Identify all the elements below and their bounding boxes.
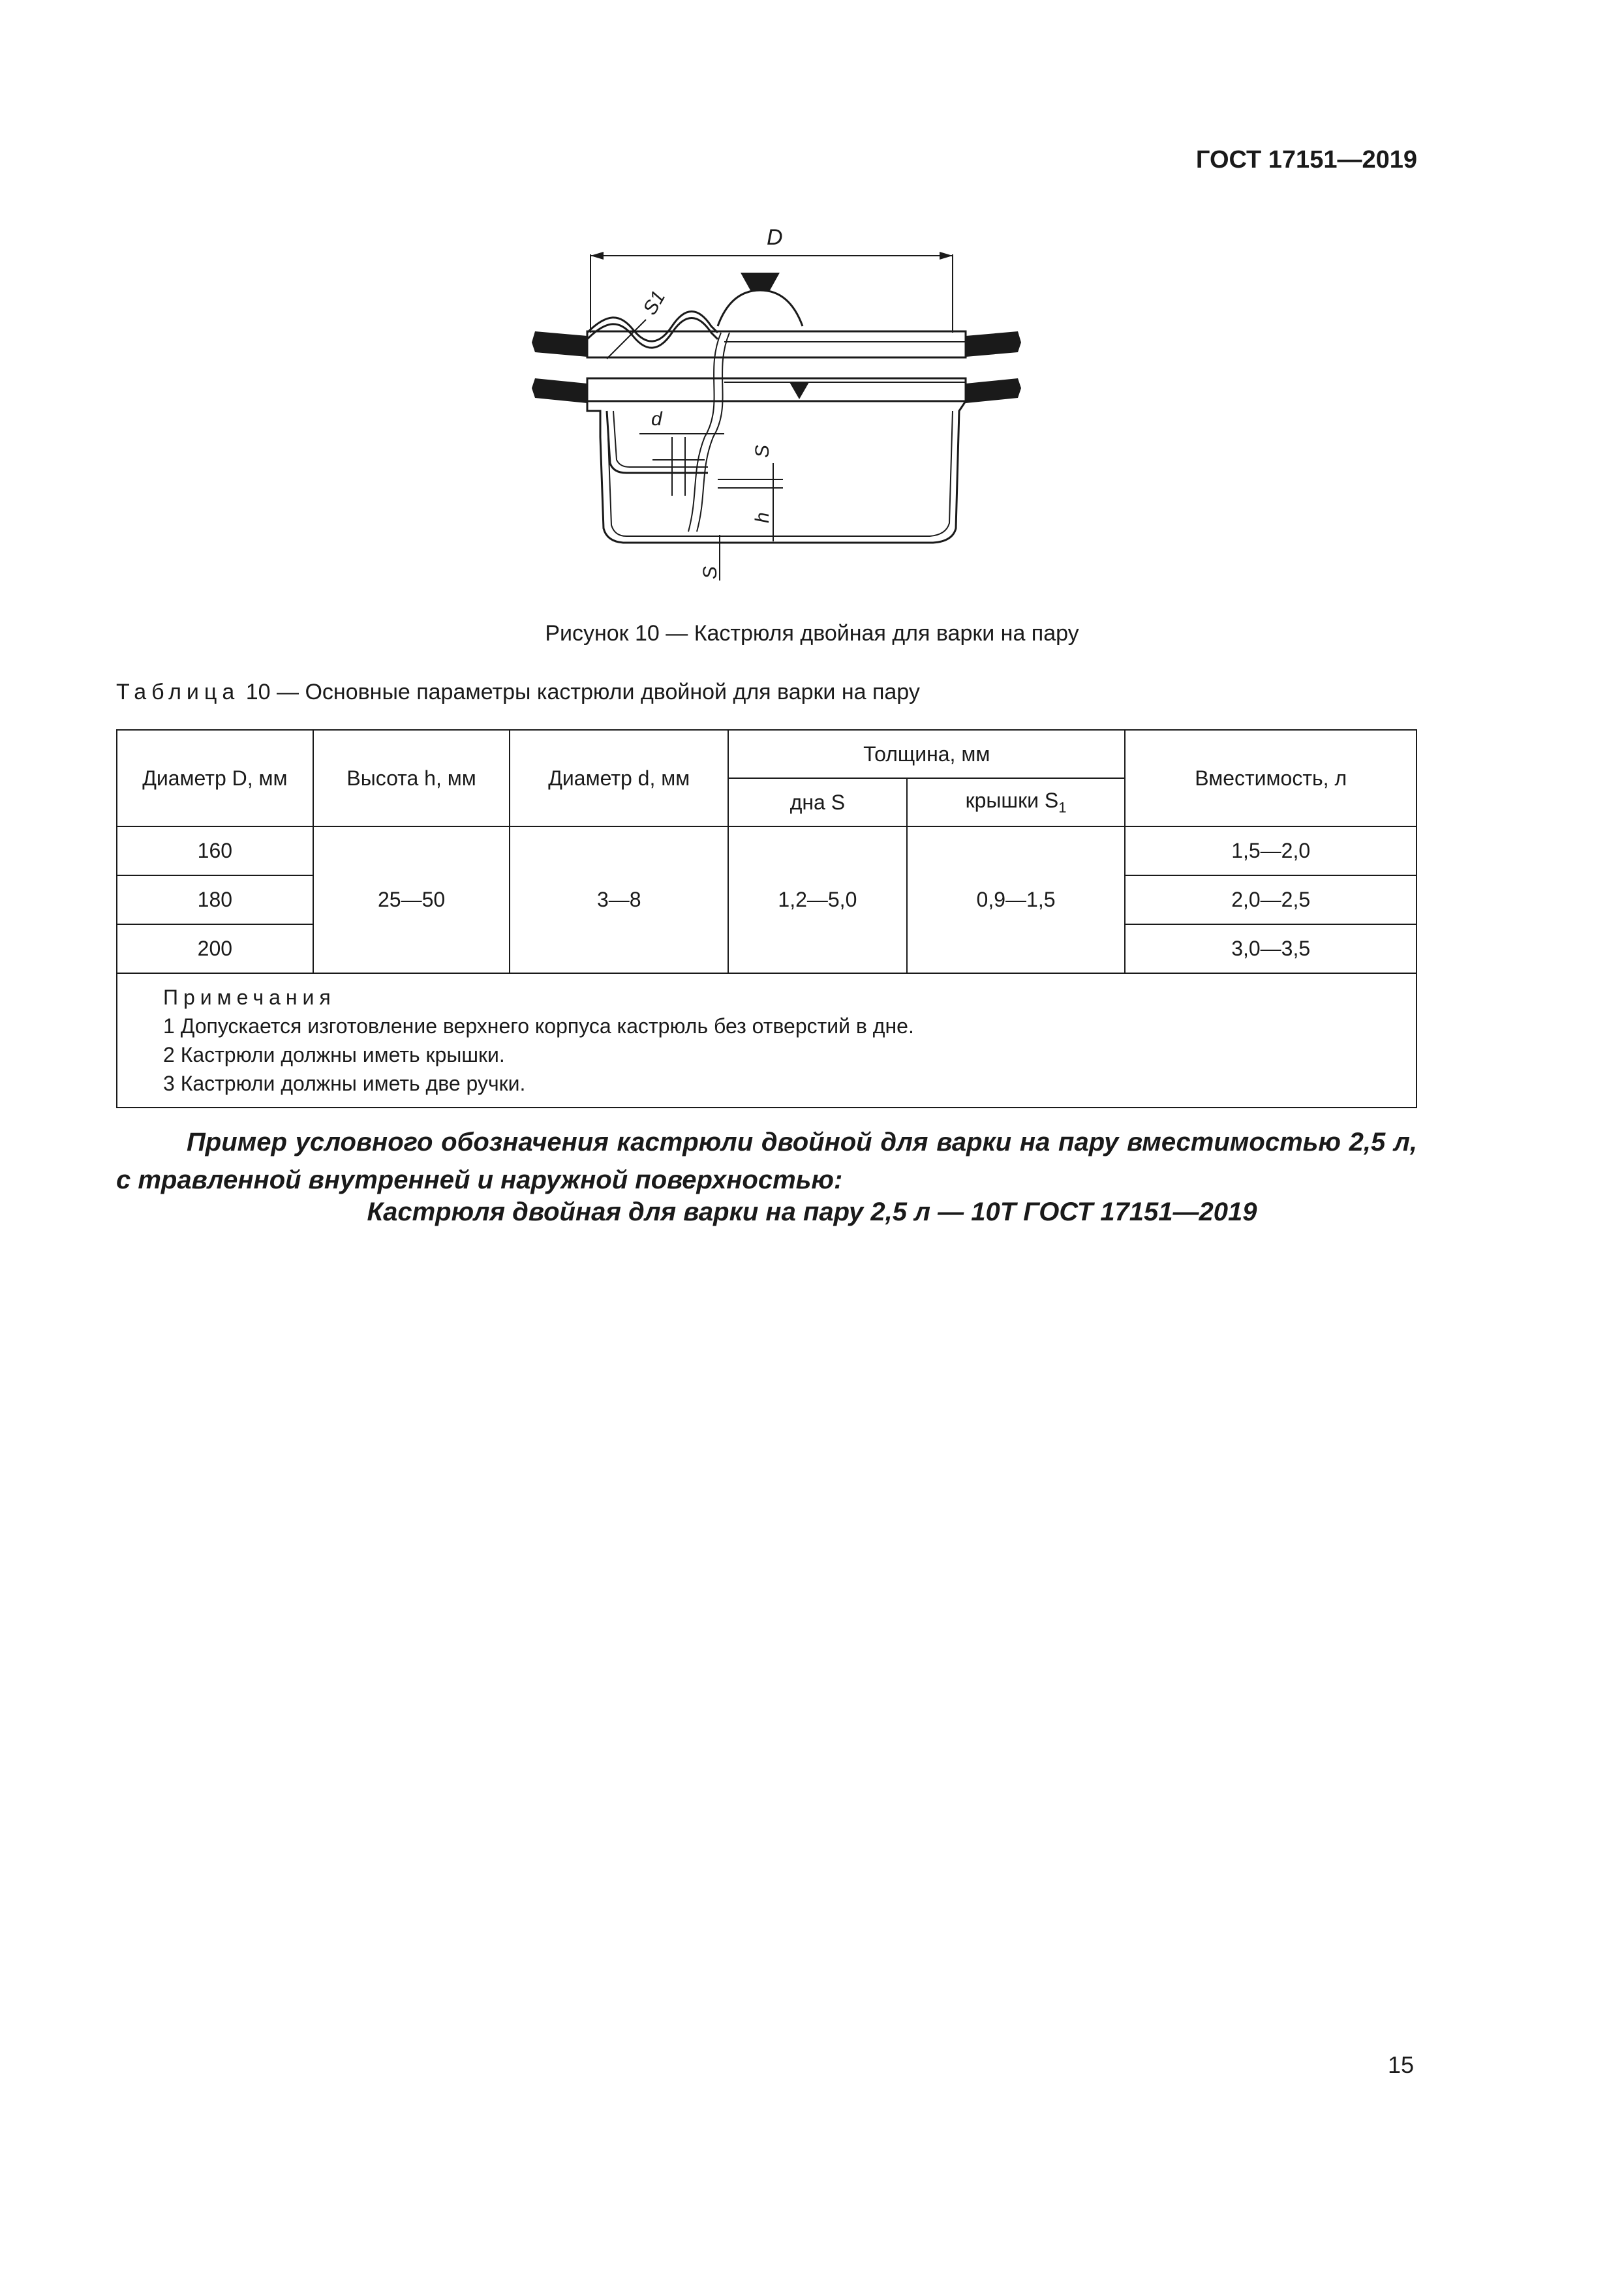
header-lid-S1 — [907, 778, 1126, 826]
header-bottom-S: дна S — [728, 778, 907, 826]
v-marker — [789, 382, 809, 399]
table-row — [117, 826, 1417, 875]
label-d: d — [651, 408, 662, 430]
header-capacity: Вместимость, л — [1125, 730, 1417, 826]
page-number: 15 — [1387, 2051, 1414, 2078]
cell-D: 200 — [117, 924, 313, 973]
designation-example-text: Пример условного обозначения кастрюли двойной для варки на пару вместимостью 2,5 л, с травленной внутренней и наружной поверхностью: — [116, 1128, 1417, 1194]
cell-h: 25—50 — [313, 826, 510, 973]
notes-title: Примечания — [163, 986, 336, 1009]
header-lid-S1-text: крышки S — [965, 788, 1059, 812]
cell-S: 1,2—5,0 — [728, 826, 907, 973]
cell-D: 180 — [117, 875, 313, 924]
leader-S1 — [607, 320, 646, 359]
cell-capacity: 2,0—2,5 — [1125, 875, 1417, 924]
left-lower-handle — [532, 378, 587, 403]
arrow-icon — [590, 252, 604, 260]
cell-capacity: 3,0—3,5 — [1125, 924, 1417, 973]
left-side-step — [587, 378, 600, 437]
label-S-top: S — [752, 444, 773, 458]
right-lower-handle — [966, 378, 1021, 403]
lid-wavy-edge-inner — [587, 318, 718, 348]
double-steamer-pot-drawing — [509, 222, 1044, 600]
drawing-svg — [509, 222, 1044, 600]
table-notes-row — [117, 973, 1417, 1108]
document-standard-number: ГОСТ 17151—2019 — [1195, 146, 1417, 174]
left-upper-handle — [532, 331, 587, 357]
cell-d: 3—8 — [510, 826, 728, 973]
table-notes — [117, 973, 1417, 1108]
right-upper-handle — [966, 331, 1021, 357]
label-D: D — [767, 225, 783, 250]
figure-caption: Рисунок 10 — Кастрюля двойная для варки на пару — [545, 621, 1079, 646]
cell-capacity: 1,5—2,0 — [1125, 826, 1417, 875]
upper-body-rim — [587, 331, 966, 357]
cell-S1: 0,9—1,5 — [907, 826, 1126, 973]
section-break-line — [697, 333, 729, 532]
header-diameter-D: Диаметр D, мм — [117, 730, 313, 826]
designation-example: Кастрюля двойная для варки на пару 2,5 л — 10Т ГОСТ 17151—2019 — [367, 1198, 1257, 1226]
label-S1: S1 — [639, 287, 670, 319]
parameters-table — [116, 729, 1417, 1108]
header-lid-S1-sub: 1 — [1058, 799, 1067, 816]
note-item: 1 Допускается изготовление верхнего корпуса кастрюль без отверстий в дне. — [163, 1014, 914, 1038]
table-caption — [116, 680, 920, 705]
lid-dome — [718, 290, 803, 326]
cell-D: 160 — [117, 826, 313, 875]
table-header-row — [117, 730, 1417, 778]
header-diameter-d: Диаметр d, мм — [510, 730, 728, 826]
note-item: 3 Кастрюли должны иметь две ручки. — [163, 1072, 526, 1095]
table-caption-prefix: Таблица — [116, 680, 240, 704]
label-h: h — [752, 512, 773, 523]
header-thickness: Толщина, мм — [728, 730, 1125, 778]
note-item: 2 Кастрюли должны иметь крышки. — [163, 1043, 505, 1066]
lid-knob — [741, 273, 780, 290]
arrow-icon — [940, 252, 953, 260]
table-caption-text: 10 — Основные параметры кастрюли двойной для варки на пару — [245, 680, 920, 704]
label-S-bottom: S — [699, 566, 721, 579]
header-height-h: Высота h, мм — [313, 730, 510, 826]
